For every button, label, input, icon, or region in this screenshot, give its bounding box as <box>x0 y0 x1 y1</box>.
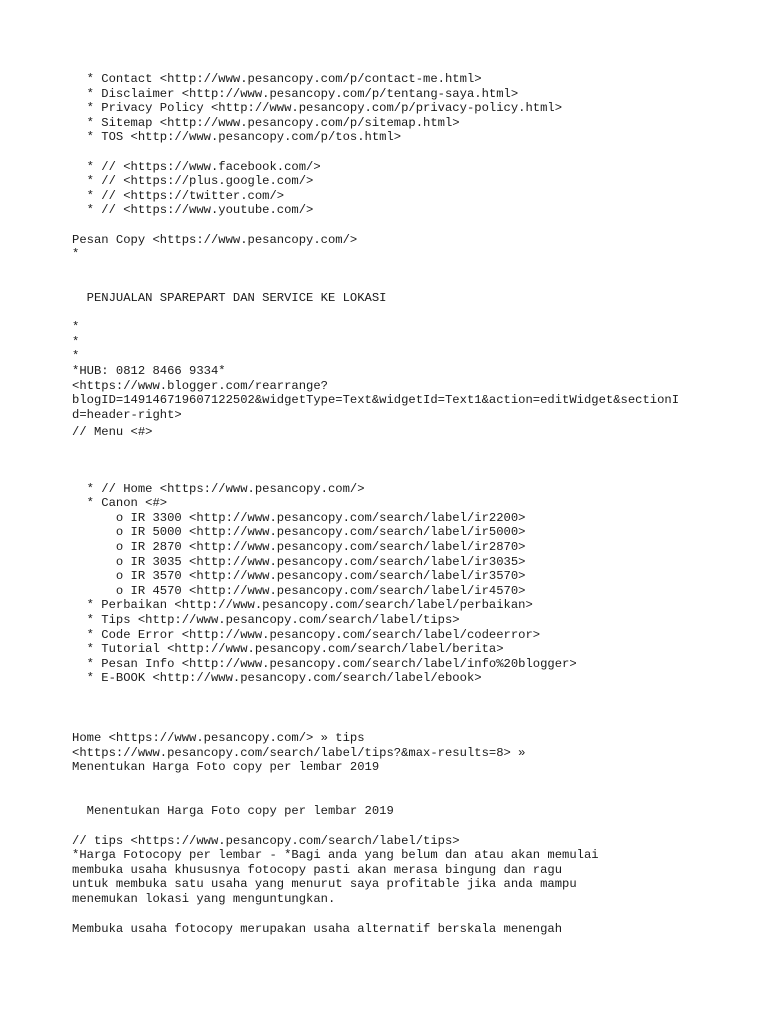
nav-link-contact[interactable]: * Contact <http://www.pesancopy.com/p/contact-me.html> <box>72 72 482 86</box>
article-paragraph-line: Membuka usaha fotocopy merupakan usaha alternatif berskala menengah <box>72 922 563 936</box>
separator-star: * <box>72 320 80 335</box>
article-tag-link[interactable]: // tips <https://www.pesancopy.com/search/label/tips> <box>72 833 460 848</box>
menu-item-perbaikan[interactable]: * Perbaikan <http://www.pesancopy.com/search/label/perbaikan> <box>72 598 533 613</box>
article-paragraph-line: untuk membuka satu usaha yang menurut saya profitable jika anda mampu <box>72 877 577 892</box>
separator-star: * <box>72 334 80 349</box>
submenu-item-ir5000[interactable]: o IR 5000 <http://www.pesancopy.com/search/label/ir5000> <box>72 525 526 540</box>
site-title-star: * <box>72 247 80 262</box>
blogger-edit-link[interactable]: d=header-right> <box>72 407 182 422</box>
article-paragraph-line: membuka usaha khususnya fotocopy pasti akan merasa bingung dan ragu <box>72 862 563 877</box>
article-title: Menentukan Harga Foto copy per lembar 2019 <box>72 804 394 818</box>
article-paragraph-line: menemukan lokasi yang menguntungkan. <box>72 891 336 906</box>
menu-item-home[interactable]: * // Home <https://www.pesancopy.com/> <box>72 481 365 496</box>
submenu-item-ir3570[interactable]: o IR 3570 <http://www.pesancopy.com/search/label/ir3570> <box>72 569 526 584</box>
article-paragraph-line: *Harga Fotocopy per lembar - *Bagi anda yang belum dan atau akan memulai <box>72 848 599 863</box>
breadcrumb-current: Menentukan Harga Foto copy per lembar 2019 <box>72 760 380 775</box>
nav-link-sitemap[interactable]: * Sitemap <http://www.pesancopy.com/p/sitemap.html> <box>72 115 460 130</box>
nav-link-tos[interactable]: * TOS <http://www.pesancopy.com/p/tos.html> <box>72 130 402 145</box>
menu-item-pesan-info[interactable]: * Pesan Info <http://www.pesancopy.com/search/label/info%20blogger> <box>72 656 577 671</box>
menu-item-code-error[interactable]: * Code Error <http://www.pesancopy.com/search/label/codeerror> <box>72 627 541 642</box>
blogger-edit-link[interactable]: <https://www.blogger.com/rearrange? <box>72 378 328 393</box>
social-link-twitter[interactable]: * // <https://twitter.com/> <box>72 188 285 203</box>
submenu-item-ir2870[interactable]: o IR 2870 <http://www.pesancopy.com/search/label/ir2870> <box>72 539 526 554</box>
separator-star: * <box>72 349 80 364</box>
social-link-youtube[interactable]: * // <https://www.youtube.com/> <box>72 203 314 218</box>
menu-item-tutorial[interactable]: * Tutorial <http://www.pesancopy.com/search/label/berita> <box>72 642 504 657</box>
breadcrumb[interactable]: <https://www.pesancopy.com/search/label/tips?&max-results=8> » <box>72 745 526 760</box>
nav-link-disclaimer[interactable]: * Disclaimer <http://www.pesancopy.com/p/tentang-saya.html> <box>72 86 519 101</box>
menu-item-ebook[interactable]: * E-BOOK <http://www.pesancopy.com/search/label/ebook> <box>72 671 482 686</box>
social-link-google-plus[interactable]: * // <https://plus.google.com/> <box>72 174 314 189</box>
submenu-item-ir3035[interactable]: o IR 3035 <http://www.pesancopy.com/search/label/ir3035> <box>72 554 526 569</box>
menu-item-canon[interactable]: * Canon <#> <box>72 496 168 511</box>
site-title-link[interactable]: Pesan Copy <https://www.pesancopy.com/> <box>72 232 358 247</box>
nav-link-privacy-policy[interactable]: * Privacy Policy <http://www.pesancopy.com/p/privacy-policy.html> <box>72 101 563 116</box>
submenu-item-ir4570[interactable]: o IR 4570 <http://www.pesancopy.com/search/label/ir4570> <box>72 583 526 598</box>
breadcrumb[interactable]: Home <https://www.pesancopy.com/> » tips <box>72 731 365 745</box>
submenu-item-ir3300[interactable]: o IR 3300 <http://www.pesancopy.com/search/label/ir2200> <box>72 510 526 525</box>
blogger-edit-link[interactable]: blogID=1491467196071225​02&widgetType=Text&widgetId=Text1&action=editWidget&sectionI <box>72 393 680 408</box>
social-link-facebook[interactable]: * // <https://www.facebook.com/> <box>72 159 321 174</box>
menu-item-tips[interactable]: * Tips <http://www.pesancopy.com/search/label/tips> <box>72 612 460 627</box>
menu-heading[interactable]: // Menu <#> <box>72 425 153 439</box>
hub-phone: *HUB: 0812 8466 9334* <box>72 364 226 378</box>
banner-heading: PENJUALAN SPAREPART DAN SERVICE KE LOKASI <box>72 291 387 305</box>
